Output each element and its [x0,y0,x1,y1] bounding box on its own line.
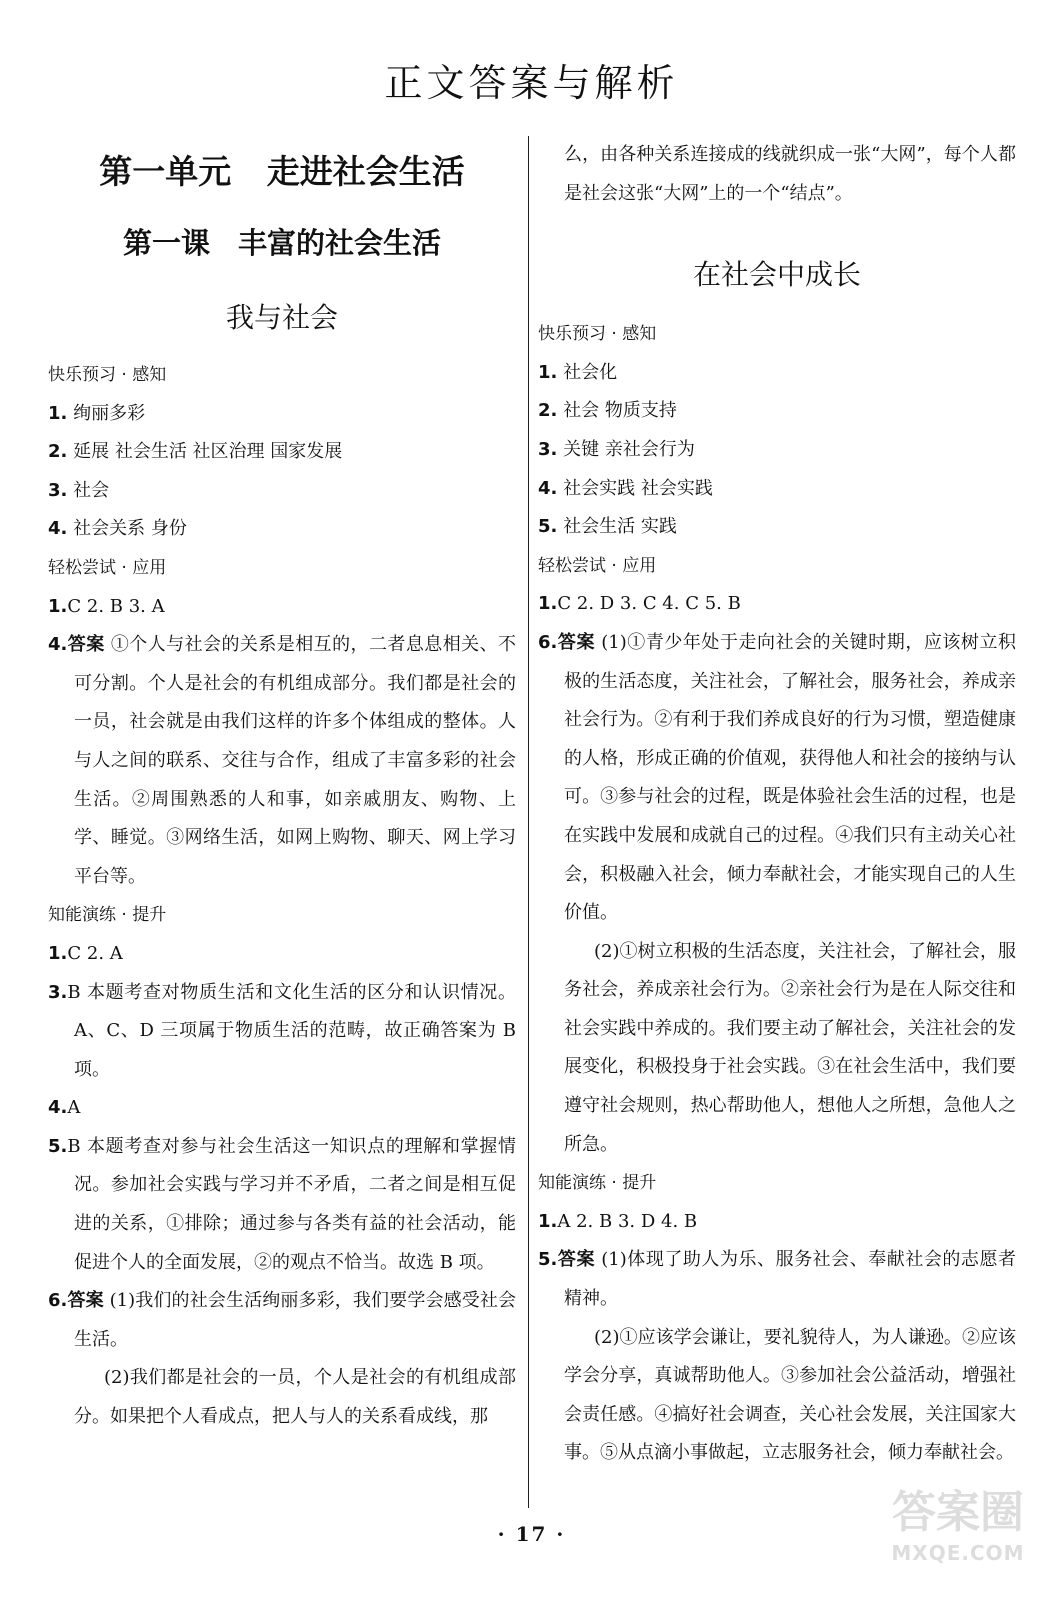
answer-paragraph: (2)①树立积极的生活态度，关注社会，了解社会，服务社会，养成亲社会行为。②亲社会行为是在人际交往和社会实践中养成的。我们要主动了解社会，关注社会的发展变化，积极投身于社会实践。③在社会生活中，我们要遵守社会规则，热心帮助他人，想他人之所想，急他人之所急。 [564,940,1016,1155]
right-column [538,136,1016,1473]
page-number: · 17 · [497,1522,566,1546]
answer-item: 1.C 2. D 3. C 4. C 5. B [538,593,741,615]
apply-heading: 轻松尝试 · 应用 [538,555,657,576]
left-column [48,136,522,1437]
practice-heading: 知能演练 · 提升 [538,1173,657,1194]
page-title: 正文答案与解析 [384,61,679,105]
lesson-title: 第一课 丰富的社会生活 [122,226,442,260]
answer-item: 5. 社会生活 实践 [538,516,677,538]
answer-item: 1.A 2. B 3. D 4. B [538,1210,698,1232]
section-title-me-and-society: 我与社会 [225,301,338,334]
unit-title: 第一单元 走进社会生活 [99,152,465,191]
preview-heading: 快乐预习 · 感知 [48,365,167,385]
answer-item: 1.C 2. B 3. A [48,595,165,617]
answer-item: 4. 社会关系 身份 [48,518,187,540]
answer-item: 6.答案 (1)我们的社会生活绚丽多彩，我们要学会感受社会生活。 [48,1290,516,1350]
answer-item: 5.B 本题考查对参与社会生活这一知识点的理解和掌握情况。参加社会实践与学习并不矛盾，二者之间是相互促进的关系，①排除；通过参与各类有益的社会活动，能促进个人的全面发展，②的观点不恰当。故选 B 项。 [48,1135,516,1273]
answer-item: 2. 社会 物质支持 [538,400,677,422]
watermark-text: 答案圈 [892,1487,1024,1538]
column-divider [528,136,529,1508]
watermark-logo [873,1485,1043,1580]
answer-item: 3. 社会 [48,479,110,501]
answer-item: 5.答案 (1)体现了助人为乐、服务社会、奉献社会的志愿者精神。 [538,1249,1016,1310]
practice-heading: 知能演练 · 提升 [48,905,167,926]
preview-heading: 快乐预习 · 感知 [538,324,657,345]
answer-item: 1.C 2. A [48,942,123,964]
answer-item: 2. 延展 社会生活 社区治理 国家发展 [48,441,343,463]
answer-item: 1. 绚丽多彩 [48,402,146,424]
answer-item: 1. 社会化 [538,361,618,383]
answer-paragraph: (2)①应该学会谦让，要礼貌待人，为人谦逊。②应该学会分享，真诚帮助他人。③参加社会公益活动，增强社会责任感。④搞好社会调查，关心社会发展，关注国家大事。⑤从点滴小事做起，立志服务社会，倾力奉献社会。 [564,1326,1016,1464]
answer-item: 3. 关键 亲社会行为 [538,438,695,460]
apply-heading: 轻松尝试 · 应用 [48,557,167,578]
watermark-url: MXQE.COM [891,1541,1025,1565]
answer-item: 6.答案 (1)①青少年处于走向社会的关键时期，应该树立积极的生活态度，关注社会，了解社会，服务社会，养成亲社会行为。②有利于我们养成良好的行为习惯，塑造健康的人格，形成正确的价值观，获得他人和社会的接纳与认可。③参与社会的过程，既是体验社会生活的过程，也是在实践中发展和成就自己的过程。④我们只有主动关心社会，积极融入社会，倾力奉献社会，才能实现自己的人生价值。 [538,631,1016,924]
continued-paragraph: 么，由各种关系连接成的线就织成一张“大网”，每个人都是社会这张“大网”上的一个“结点”。 [564,144,1016,204]
answer-paragraph: (2)我们都是社会的一员，个人是社会的有机组成部分。如果把个人看成点，把人与人的关系看成线，那 [74,1367,516,1428]
answer-item: 4.答案 ①个人与社会的关系是相互的，二者息息相关、不可分割。个人是社会的有机组成部分。我们都是社会的一员，社会就是由我们这样的许多个体组成的整体。人与人之间的联系、交往与合作，组成了丰富多彩的社会生活。②周围熟悉的人和事，如亲戚朋友、购物、上学、睡觉。③网络生活，如网上购物、聊天、网上学习平台等。 [48,634,517,887]
section-title-growing-in-society: 在社会中成长 [692,258,861,292]
answer-item: 3.B 本题考查对物质生活和文化生活的区分和认识情况。A、C、D 三项属于物质生活的范畴，故正确答案为 B 项。 [48,981,522,1080]
answer-item: 4.A [48,1097,81,1119]
answer-item: 4. 社会实践 社会实践 [538,477,713,499]
